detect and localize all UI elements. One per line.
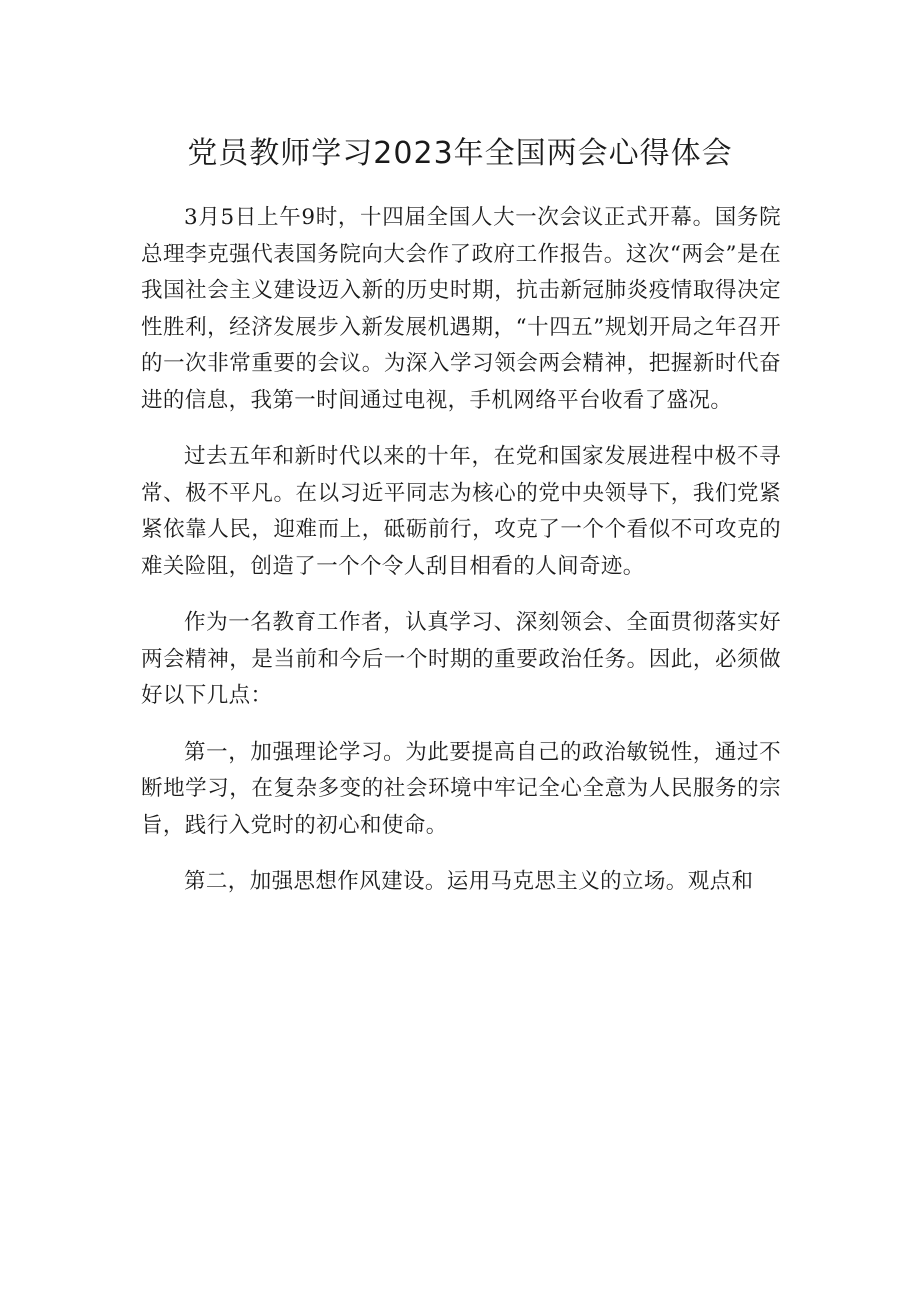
- paragraph-4: 第一，加强理论学习。为此要提高自己的政治敏锐性，通过不断地学习，在复杂多变的社会环境中牢记全心全意为人民服务的宗旨，践行入党时的初心和使命。: [141, 739, 781, 838]
- paragraph-1: 3月5日上午9时，十四届全国人大一次会议正式开幕。国务院总理李克强代表国务院向大会作了政府工作报告。这次“两会”是在我国社会主义建设迈入新的历史时期，抗击新冠肺炎疫情取得决定性胜利，经济发展步入新发展机遇期，“十四五”规划开局之年召开的一次非常重要的会议。为深入学习领会两会精神，把握新时代奋进的信息，我第一时间通过电视，手机网络平台收看了盛况。: [141, 205, 781, 413]
- document-body: [141, 200, 781, 921]
- paragraph-3: 作为一名教育工作者，认真学习、深刻领会、全面贯彻落实好两会精神，是当前和今后一个时期的重要政治任务。因此，必须做好以下几点：: [141, 610, 781, 708]
- document-title: 党员教师学习2023年全国两会心得体会: [187, 136, 733, 172]
- paragraph-2: 过去五年和新时代以来的十年，在党和国家发展进程中极不寻常、极不平凡。在以习近平同志为核心的党中央领导下，我们党紧紧依靠人民，迎难而上，砥砺前行，攻克了一个个看似不可攻克的难关险阻，创造了一个个令人刮目相看的人间奇迹。: [141, 444, 781, 579]
- paragraph-5: 第二，加强思想作风建设。运用马克思主义的立场。观点和: [184, 869, 754, 894]
